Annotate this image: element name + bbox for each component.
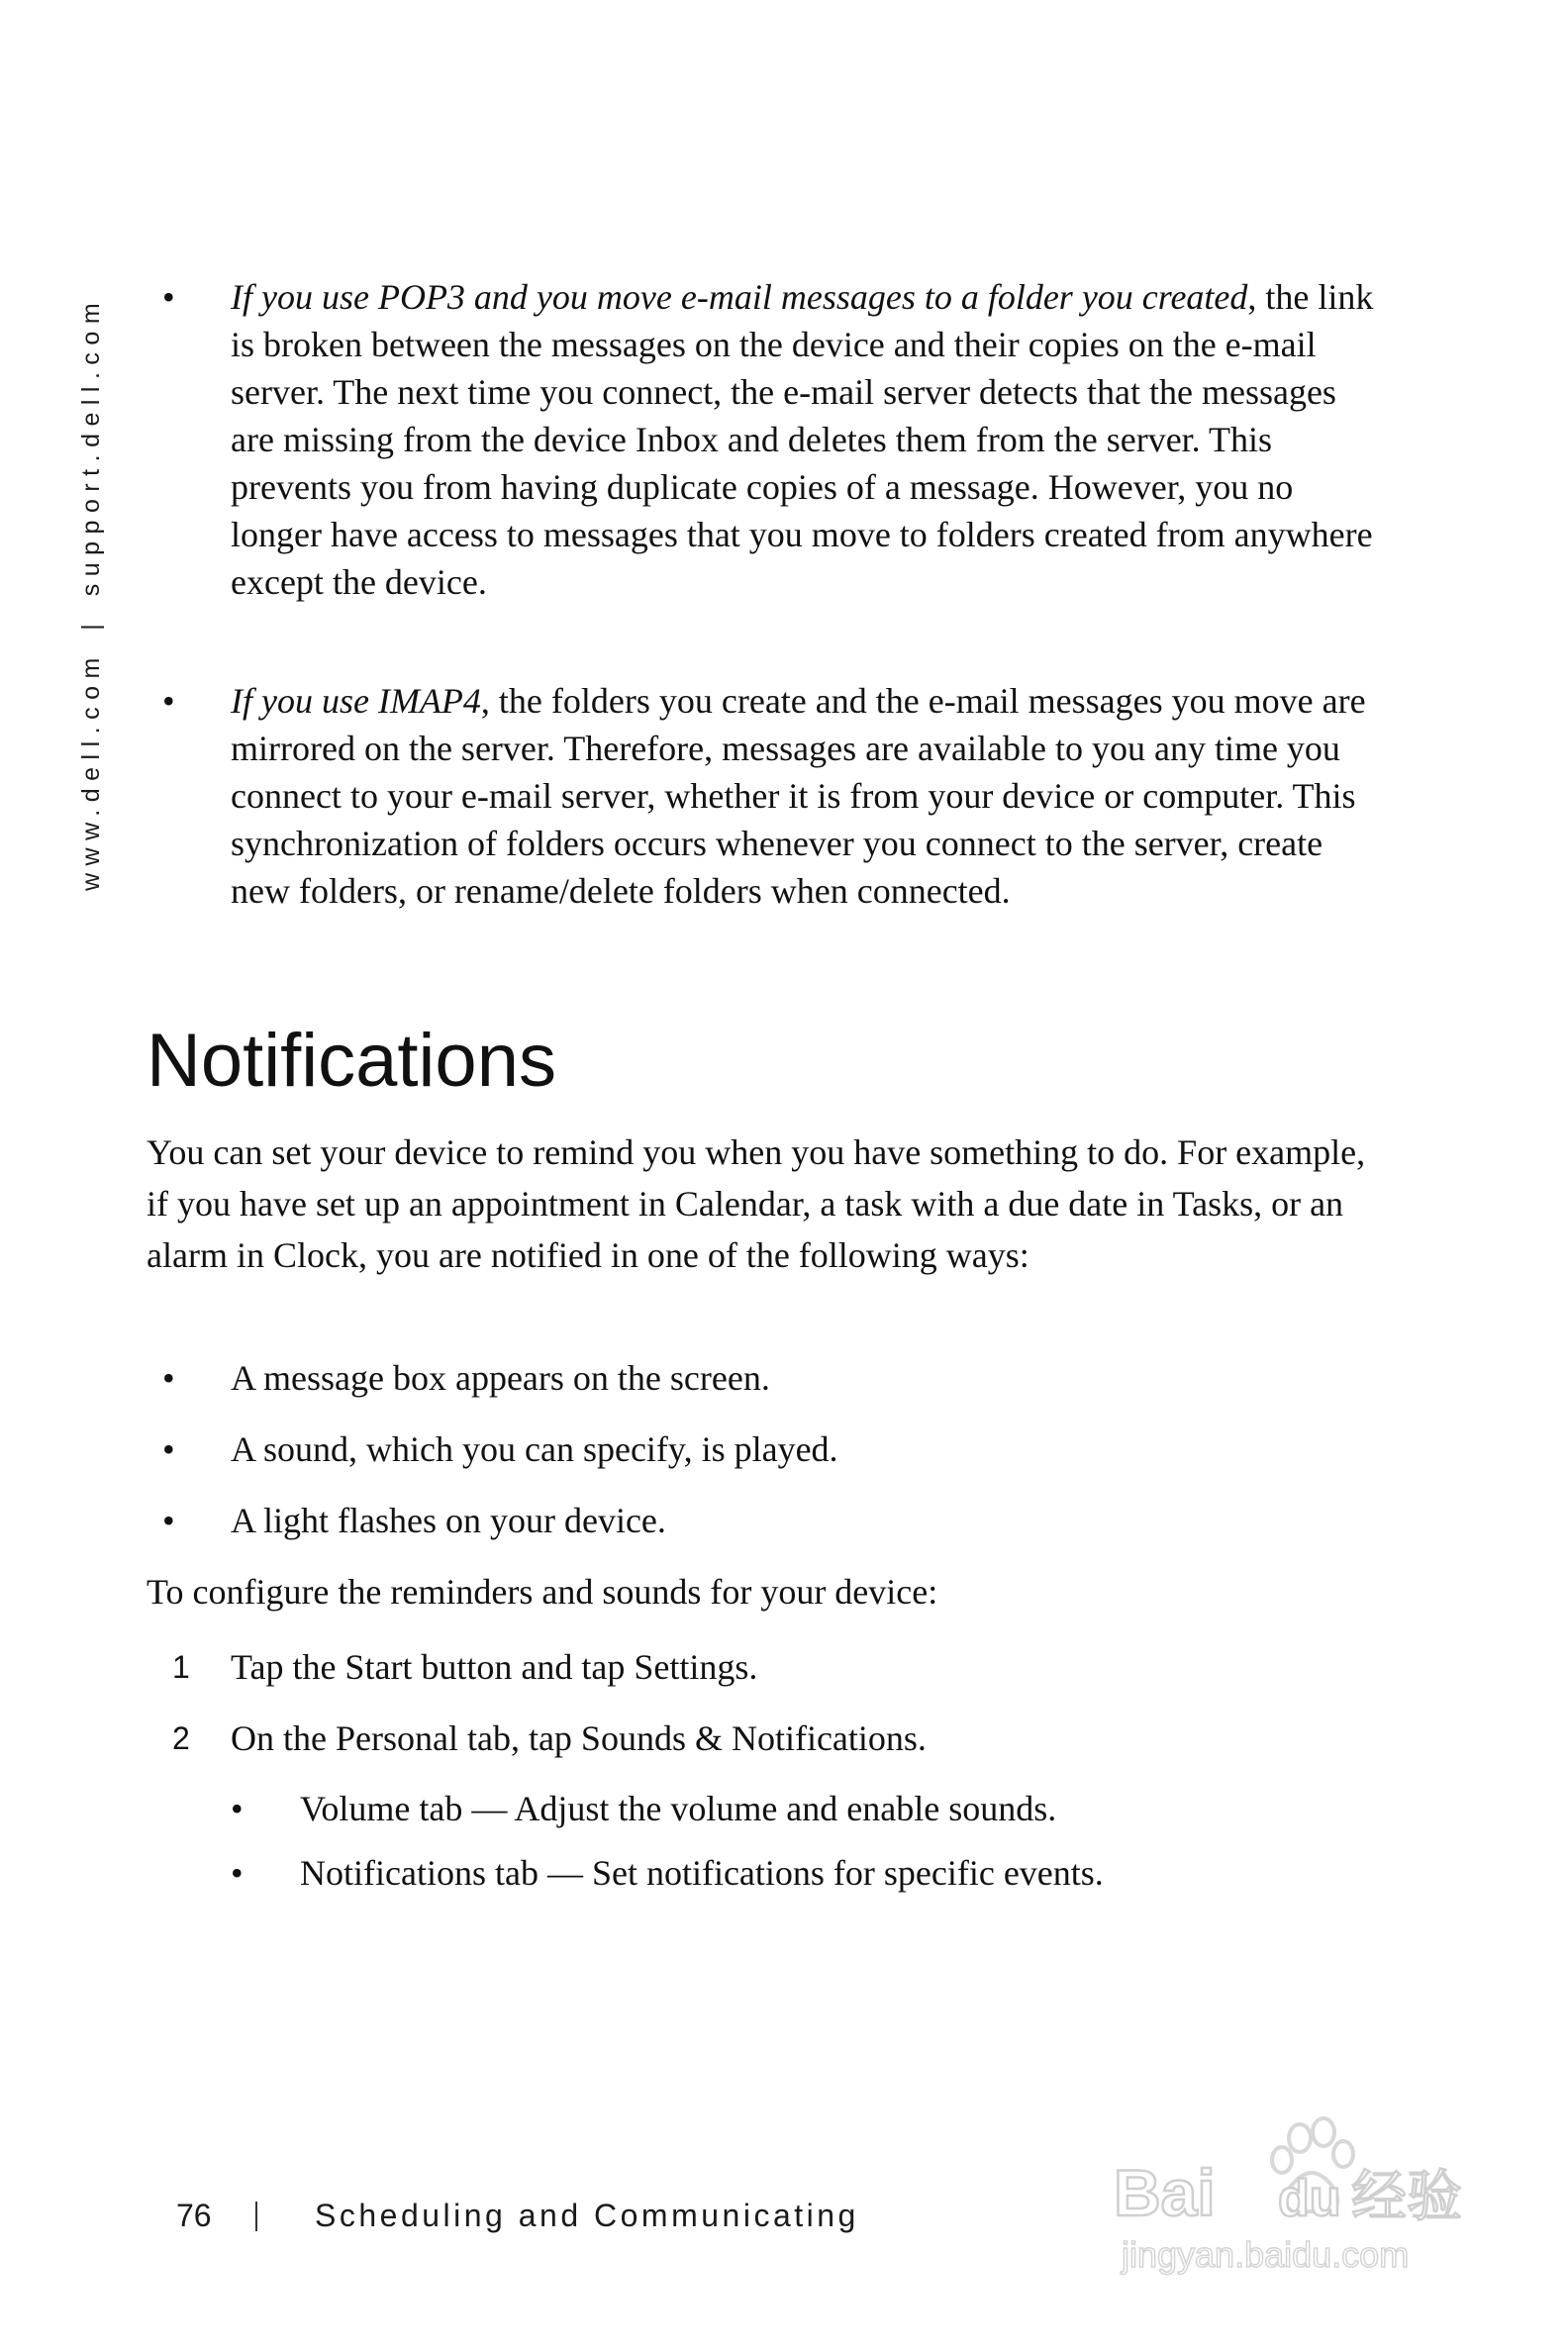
bullet-icon: •: [162, 1358, 175, 1398]
bullet-text: [231, 273, 1374, 606]
list-item-text: A message box appears on the screen.: [231, 1358, 770, 1398]
bullet-lead: If you use IMAP4: [231, 681, 481, 721]
bullet-lead: If you use POP3 and you move e-mail messages to a folder you created: [231, 277, 1248, 317]
step-text: Tap the Start button and tap Settings.: [231, 1647, 758, 1687]
baidu-watermark: [1104, 2108, 1500, 2297]
list-item-text: A sound, which you can specify, is played.: [231, 1429, 838, 1469]
side-url-separator: |: [77, 616, 105, 631]
list-item-text: A light flashes on your device.: [231, 1501, 666, 1540]
page-number: 76: [176, 2198, 212, 2233]
bullet-icon: •: [162, 1501, 175, 1540]
chapter-title: Scheduling and Communicating: [315, 2198, 859, 2233]
bullet-text: [231, 677, 1374, 915]
side-url-dell: www.dell.com: [77, 650, 105, 891]
intro-paragraph: You can set your device to remind you when you have something to do. For example, if you have set up an appointment in Calendar, a task with a due date in Tasks, or an alarm in Clock, you are notified in one of the following ways:: [147, 1132, 1366, 1275]
sub-list-item-text: Volume tab — Adjust the volume and enable sounds.: [300, 1789, 1057, 1828]
step-text: On the Personal tab, tap Sounds & Notifications.: [231, 1718, 927, 1758]
bullet-icon: •: [162, 681, 175, 721]
side-url-support: support.dell.com: [77, 295, 105, 597]
configure-paragraph: [147, 1568, 937, 1616]
section-heading: Notifications: [147, 1019, 556, 1103]
bullet-body: , the folders you create and the e-mail messages you move are mirrored on the server. Therefore, messages are available to you any time you connect to your e-mail server, whether it is from your device or computer. This synchronization of folders occurs whenever you connect to the server, create new folders, or rename/delete folders when connected.: [231, 681, 1366, 911]
svg-text:du: du: [1278, 2170, 1341, 2227]
bullet-icon: •: [231, 1853, 244, 1893]
baidu-paw-logo-icon: [1104, 2108, 1500, 2297]
svg-text:Bai: Bai: [1114, 2156, 1216, 2229]
side-url: [77, 296, 106, 891]
bullet-icon: •: [162, 277, 175, 317]
imap4-bullet: [147, 677, 1374, 915]
watermark-url: jingyan.baidu.com: [1122, 2234, 1410, 2275]
svg-text:经验: 经验: [1351, 2165, 1462, 2229]
pop3-bullet: [147, 273, 1374, 606]
footer-separator: [255, 2202, 257, 2231]
bullet-icon: •: [231, 1789, 244, 1828]
bullet-body: , the link is broken between the messages on the device and their copies on the e-mail server. The next time you connect, the e-mail server detects that the messages are missing from the device Inbox and deletes them from the server. This prevents you from having duplicate copies of a message. However, you no longer have access to messages that you move to folders created from anywhere except the device.: [231, 277, 1374, 602]
sub-list-item-text: Notifications tab — Set notifications for specific events.: [300, 1853, 1104, 1893]
step-number: 2: [172, 1720, 190, 1756]
configure-text: To configure the reminders and sounds for your device:: [147, 1572, 938, 1612]
step-number: 1: [172, 1649, 190, 1685]
bullet-icon: •: [162, 1429, 175, 1469]
